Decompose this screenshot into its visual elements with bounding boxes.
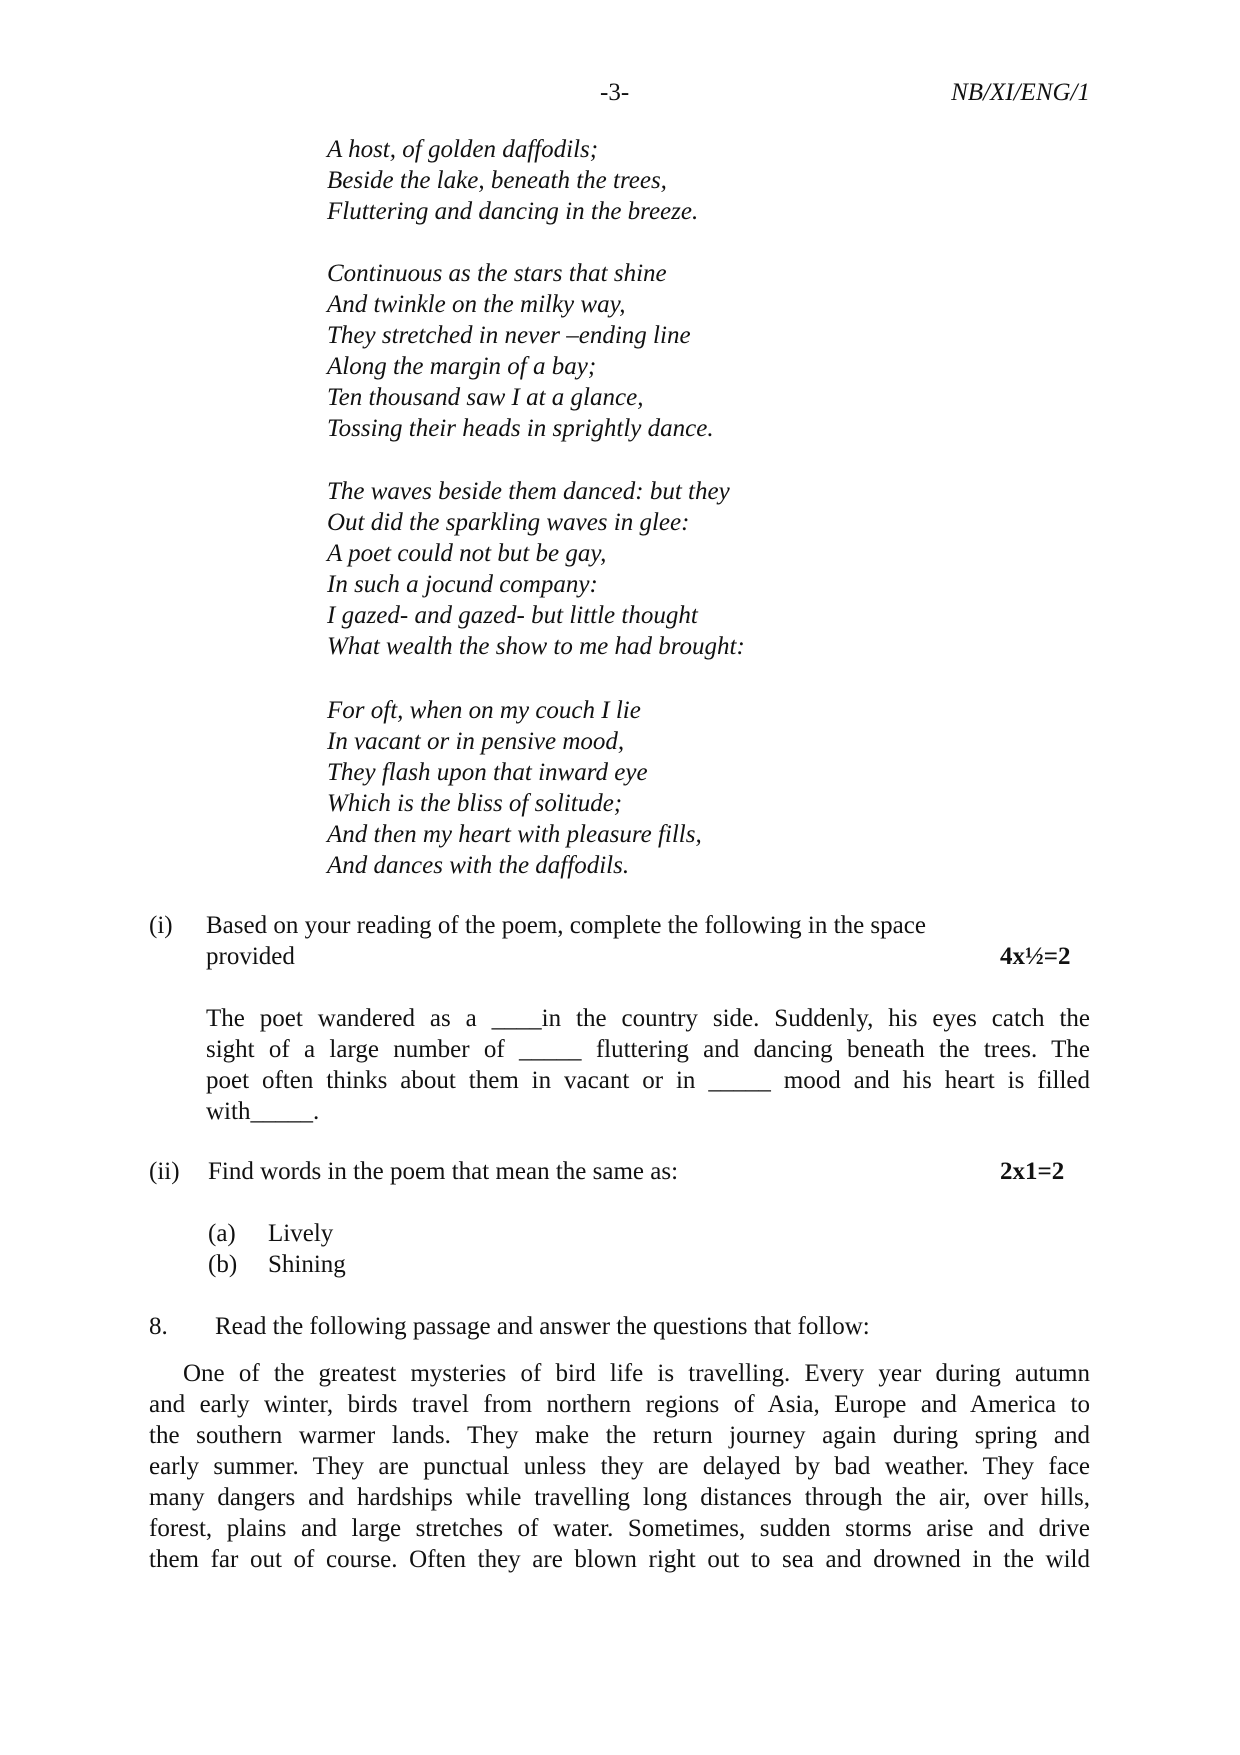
poem-line: Tossing their heads in sprightly dance.: [327, 415, 714, 442]
poem-stanza-2: [327, 258, 714, 444]
paragraph-line: sight of a large number of _____ fluttering and dancing beneath the trees. The: [206, 1036, 1090, 1063]
paragraph-line: with_____.: [206, 1098, 320, 1125]
question-i-label: (i): [149, 912, 173, 939]
question-8-instruction: Read the following passage and answer the questions that follow:: [215, 1313, 870, 1340]
poem-line: In vacant or in pensive mood,: [327, 728, 625, 755]
paragraph-line: The poet wandered as a ____in the country side. Suddenly, his eyes catch the: [206, 1005, 1090, 1032]
poem-stanza-1: [327, 134, 698, 227]
paragraph-line: poet often thinks about them in vacant or in _____ mood and his heart is filled: [206, 1067, 1090, 1094]
poem-line: They flash upon that inward eye: [327, 759, 648, 786]
question-8-number: 8.: [149, 1313, 168, 1340]
item-label: (a): [208, 1220, 236, 1247]
document-code: NB/XI/ENG/1: [951, 79, 1090, 106]
passage-line: the southern warmer lands. They make the return journey again during spring and: [149, 1422, 1090, 1449]
poem-line: And twinkle on the milky way,: [327, 291, 626, 318]
item-text: Shining: [268, 1251, 346, 1278]
passage-line: One of the greatest mysteries of bird life is travelling. Every year during autumn: [183, 1360, 1090, 1387]
item-text: Lively: [268, 1220, 334, 1247]
poem-line: A poet could not but be gay,: [327, 540, 607, 567]
passage-line: many dangers and hardships while travelling long distances through the air, over hills,: [149, 1484, 1090, 1511]
poem-stanza-4: [327, 695, 702, 881]
poem-stanza-3: [327, 476, 745, 662]
poem-line: Ten thousand saw I at a glance,: [327, 384, 644, 411]
passage-line: early summer. They are punctual unless they are delayed by bad weather. They face: [149, 1453, 1090, 1480]
poem-line: In such a jocund company:: [327, 571, 598, 598]
poem-line: What wealth the show to me had brought:: [327, 633, 745, 660]
passage-line: and early winter, birds travel from northern regions of Asia, Europe and America to: [149, 1391, 1090, 1418]
poem-line: A host, of golden daffodils;: [327, 136, 599, 163]
item-label: (b): [208, 1251, 238, 1278]
poem-line: I gazed- and gazed- but little thought: [327, 602, 698, 629]
poem-line: Which is the bliss of solitude;: [327, 790, 623, 817]
question-ii-item-b: [208, 1249, 346, 1280]
poem-line: Continuous as the stars that shine: [327, 260, 667, 287]
question-ii-marks: 2x1=2: [1000, 1158, 1065, 1185]
poem-line: And dances with the daffodils.: [327, 852, 630, 879]
poem-line: They stretched in never –ending line: [327, 322, 691, 349]
poem-line: Beside the lake, beneath the trees,: [327, 167, 667, 194]
poem-line: The waves beside them danced: but they: [327, 478, 730, 505]
question-i-text-line1: Based on your reading of the poem, complete the following in the space: [206, 912, 926, 939]
poem-line: Along the margin of a bay;: [327, 353, 597, 380]
poem-line: For oft, when on my couch I lie: [327, 697, 641, 724]
question-ii-item-a: [208, 1218, 333, 1249]
passage-line: them far out of course. Often they are blown right out to sea and drowned in the wild: [149, 1546, 1090, 1573]
question-i-marks: 4x½=2: [1000, 943, 1071, 970]
poem-line: Fluttering and dancing in the breeze.: [327, 198, 699, 225]
question-i-text-line2: provided: [206, 943, 295, 970]
poem-line: Out did the sparkling waves in glee:: [327, 509, 690, 536]
question-ii-text: Find words in the poem that mean the same as:: [208, 1158, 679, 1185]
question-i-fill-in-paragraph: [206, 1003, 1090, 1127]
passage-line: forest, plains and large stretches of water. Sometimes, sudden storms arise and drive: [149, 1515, 1090, 1542]
question-8-passage: [149, 1358, 1090, 1575]
poem-line: And then my heart with pleasure fills,: [327, 821, 702, 848]
page-number: -3-: [600, 79, 630, 106]
question-ii-label: (ii): [149, 1158, 180, 1185]
